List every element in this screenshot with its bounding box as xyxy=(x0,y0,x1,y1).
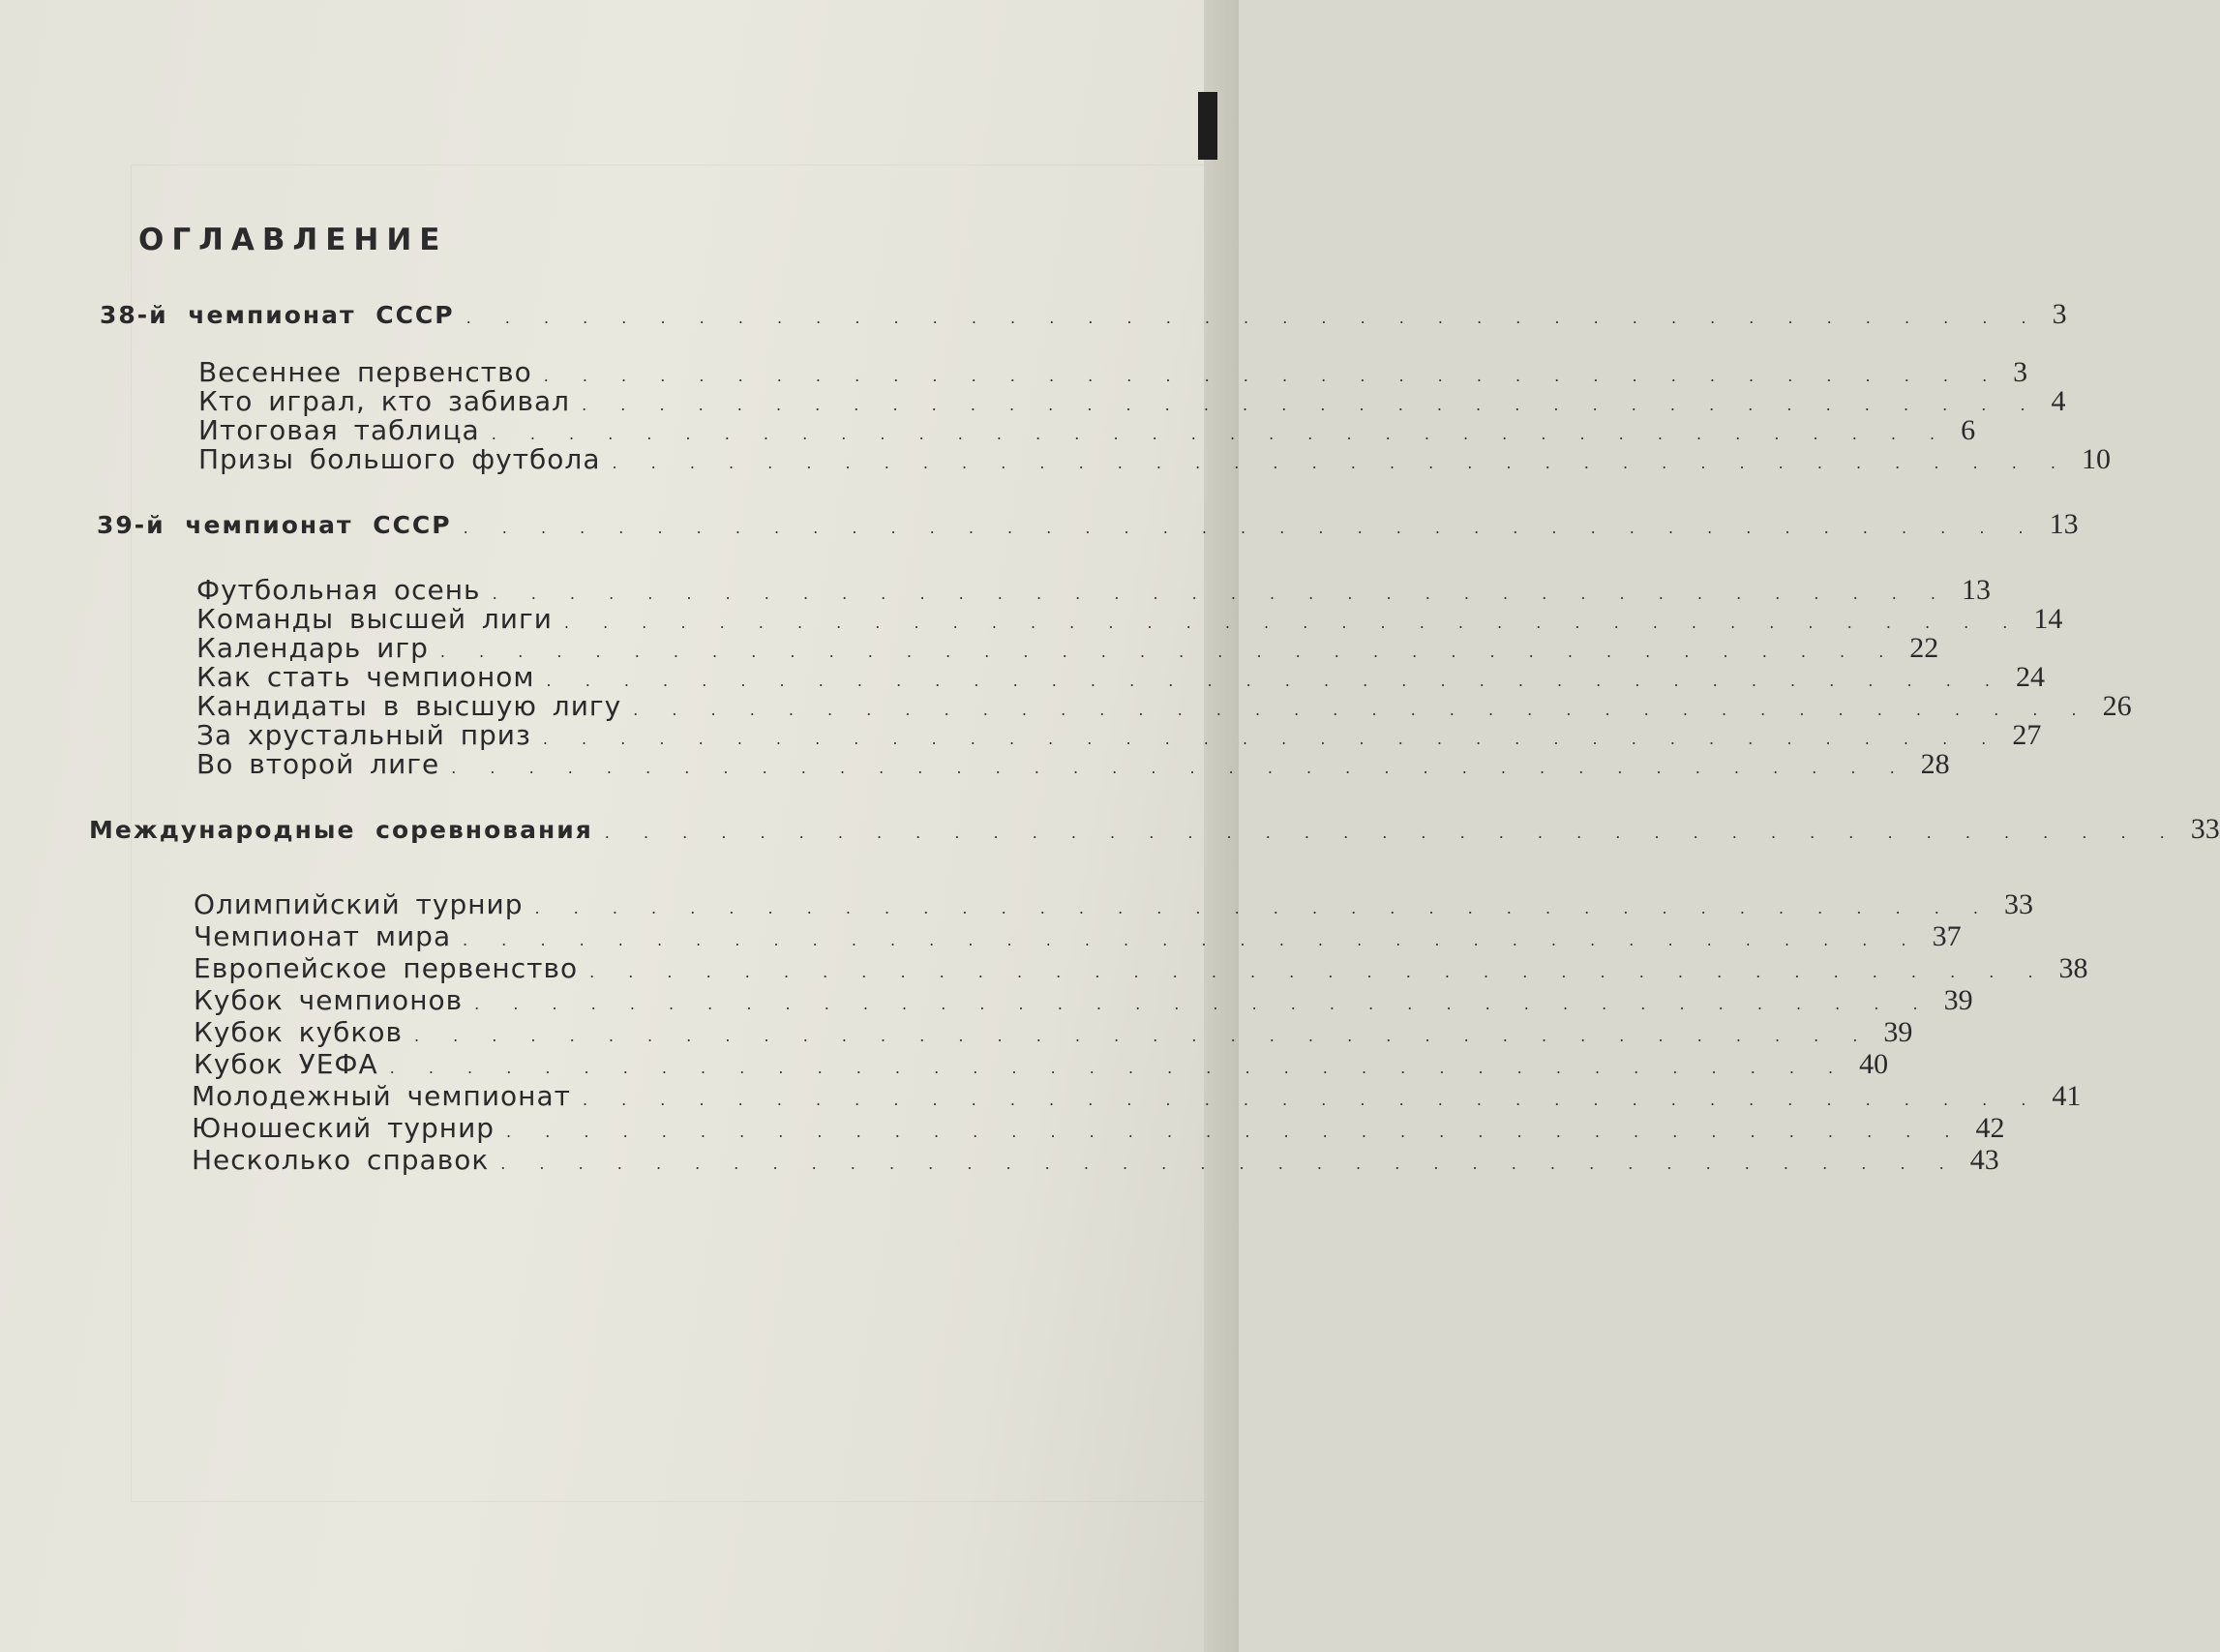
page-number: 43 xyxy=(1969,1144,1999,1176)
page-number: 39 xyxy=(1943,984,1973,1016)
item-title: Чемпионат мира xyxy=(194,920,452,952)
item-title: Несколько справок xyxy=(192,1144,490,1176)
page-number: 38 xyxy=(2058,952,2088,984)
dot-leader: . . . . . . . . . . . . . . . . . . . . . . . . . . . . . . . . . . . . . . . . . xyxy=(465,309,2041,327)
toc-section-2 xyxy=(97,508,2079,541)
dot-leader: . . . . . . . . . . . . . . . . . . . . . . . . . . . . . . . . . . . . . . xyxy=(546,672,2004,690)
page-number: 10 xyxy=(2081,443,2111,475)
toc-item xyxy=(196,632,1939,665)
page-number: 42 xyxy=(1975,1112,2005,1144)
toc-item xyxy=(192,1112,2005,1145)
toc-item xyxy=(194,888,2033,921)
page-number: 6 xyxy=(1961,414,1976,446)
toc-item xyxy=(196,603,2063,636)
item-title: Кандидаты в высшую лигу xyxy=(196,690,622,722)
page-number: 33 xyxy=(2190,813,2220,845)
page-number: 40 xyxy=(1859,1048,1889,1080)
toc-item xyxy=(198,356,2028,389)
page-number: 27 xyxy=(2012,719,2042,751)
item-title: Итоговая таблица xyxy=(198,414,480,446)
dot-leader: . . . . . . . . . . . . . . . . . . . . . . . . . . . . . . . . . . . . . . xyxy=(491,425,1950,443)
dot-leader: . . . . . . . . . . . . . . . . . . . . . . . . . . . . . . . . . . . . . . xyxy=(500,1155,1959,1173)
dot-leader: . . . . . . . . . . . . . . . . . . . . . . . . . . . . . . . . . . . . . . xyxy=(582,1091,2041,1109)
page-number: 33 xyxy=(2003,888,2033,920)
item-title: Европейское первенство xyxy=(194,952,579,984)
dot-leader: . . . . . . . . . . . . . . . . . . . . . . . . . . . . . . . . . . . . . . xyxy=(633,701,2091,719)
dot-leader: . . . . . . . . . . . . . . . . . . . . . . . . . . . . . . . . . . . . . . . . . xyxy=(463,519,2038,537)
item-title: Футбольная осень xyxy=(196,574,481,606)
item-title: Кубок чемпионов xyxy=(194,984,464,1016)
item-title: Календарь игр xyxy=(196,632,429,664)
dot-leader: . . . . . . . . . . . . . . . . . . . . . . . . . . . . . . . . . . . . . . xyxy=(563,614,2023,632)
item-title: Олимпийский турнир xyxy=(194,888,524,920)
page-number: 41 xyxy=(2052,1080,2082,1112)
toc-item xyxy=(196,748,1950,781)
dot-leader: . . . . . . . . . . . . . . . . . . . . . . . . . . . . . . . . . . . . . . xyxy=(451,759,1909,777)
page-number: 13 xyxy=(2049,508,2079,540)
item-title: Как стать чемпионом xyxy=(196,661,535,693)
item-title: Кто играл, кто забивал xyxy=(198,385,571,417)
dot-leader: . . . . . . . . . . . . . . . . . . . . . . . . . . . . . . . . . . . . . . xyxy=(534,899,1993,917)
dot-leader: . . . . . . . . . . . . . . . . . . . . . . . . . . . . . . . . . . . . . . xyxy=(506,1123,1965,1141)
toc-section-3 xyxy=(89,813,2220,846)
page-number: 39 xyxy=(1883,1016,1913,1048)
dot-leader: . . . . . . . . . . . . . . . . . . . . . . . . . . . . . . . . . . . . . . xyxy=(439,643,1899,661)
dot-leader: . . . . . . . . . . . . . . . . . . . . . . . . . . . . . . . . . . . . . . xyxy=(492,585,1951,603)
item-title: Молодежный чемпионат xyxy=(192,1080,571,1112)
dot-leader: . . . . . . . . . . . . . . . . . . . . . . . . . . . . . . . . . . . . . . xyxy=(413,1027,1873,1045)
dot-leader: . . . . . . . . . . . . . . . . . . . . . . . . . . . . . . . . . . . . . . xyxy=(389,1059,1848,1077)
page-number: 24 xyxy=(2015,661,2045,693)
toc-item xyxy=(194,984,1973,1017)
page-number: 4 xyxy=(2051,385,2066,417)
section-title: 39-й чемпионат СССР xyxy=(97,511,452,539)
page-number: 3 xyxy=(2052,298,2067,330)
toc-item xyxy=(198,385,2066,418)
dot-leader: . . . . . . . . . . . . . . . . . . . . . . . . . . . . . . . . . . . . . . xyxy=(463,931,1921,949)
item-title: Кубок кубков xyxy=(194,1016,403,1048)
toc-item xyxy=(194,1048,1889,1081)
toc-item xyxy=(196,661,2045,694)
page-number: 26 xyxy=(2102,690,2132,722)
dot-leader: . . . . . . . . . . . . . . . . . . . . . . . . . . . . . . . . . . . . . . xyxy=(582,396,2040,414)
page-number: 3 xyxy=(2013,356,2028,388)
item-title: Юношеский турнир xyxy=(192,1112,495,1144)
item-title: За хрустальный приз xyxy=(196,719,531,751)
toc-item xyxy=(198,414,1976,447)
page-number: 14 xyxy=(2033,603,2063,635)
dot-leader: . . . . . . . . . . . . . . . . . . . . . . . . . . . . . . . . . . . . . . . . . xyxy=(604,824,2179,842)
toc-item xyxy=(196,719,2042,752)
item-title: Команды высшей лиги xyxy=(196,603,553,635)
dot-leader: . . . . . . . . . . . . . . . . . . . . . . . . . . . . . . . . . . . . . . xyxy=(543,367,2002,385)
toc-section-1 xyxy=(100,298,2067,331)
section-title: Международные соревнования xyxy=(89,816,593,844)
page-number: 13 xyxy=(1962,574,1992,606)
toc-item xyxy=(194,952,2088,985)
toc-item xyxy=(194,1016,1913,1049)
dot-leader: . . . . . . . . . . . . . . . . . . . . . . . . . . . . . . . . . . . . . . xyxy=(589,963,2048,981)
item-title: Призы большого футбола xyxy=(198,443,601,475)
toc-item xyxy=(198,443,2111,476)
item-title: Кубок УЕФА xyxy=(194,1048,378,1080)
toc-item xyxy=(196,574,1992,607)
page-number: 37 xyxy=(1932,920,1962,952)
item-title: Во второй лиге xyxy=(196,748,440,780)
dot-leader: . . . . . . . . . . . . . . . . . . . . . . . . . . . . . . . . . . . . . . xyxy=(612,454,2070,472)
toc-heading: ОГЛАВЛЕНИЕ xyxy=(138,223,448,257)
page-number: 22 xyxy=(1909,632,1939,664)
dot-leader: . . . . . . . . . . . . . . . . . . . . . . . . . . . . . . . . . . . . . . xyxy=(474,995,1933,1013)
section-title: 38-й чемпионат СССР xyxy=(100,301,455,329)
toc-item xyxy=(196,690,2132,723)
page-number: 28 xyxy=(1920,748,1950,780)
item-title: Весеннее первенство xyxy=(198,356,532,388)
dot-leader: . . . . . . . . . . . . . . . . . . . . . . . . . . . . . . . . . . . . . . xyxy=(542,730,2001,748)
toc-item xyxy=(192,1080,2082,1113)
toc-item xyxy=(194,920,1962,953)
toc-item xyxy=(192,1144,1999,1177)
